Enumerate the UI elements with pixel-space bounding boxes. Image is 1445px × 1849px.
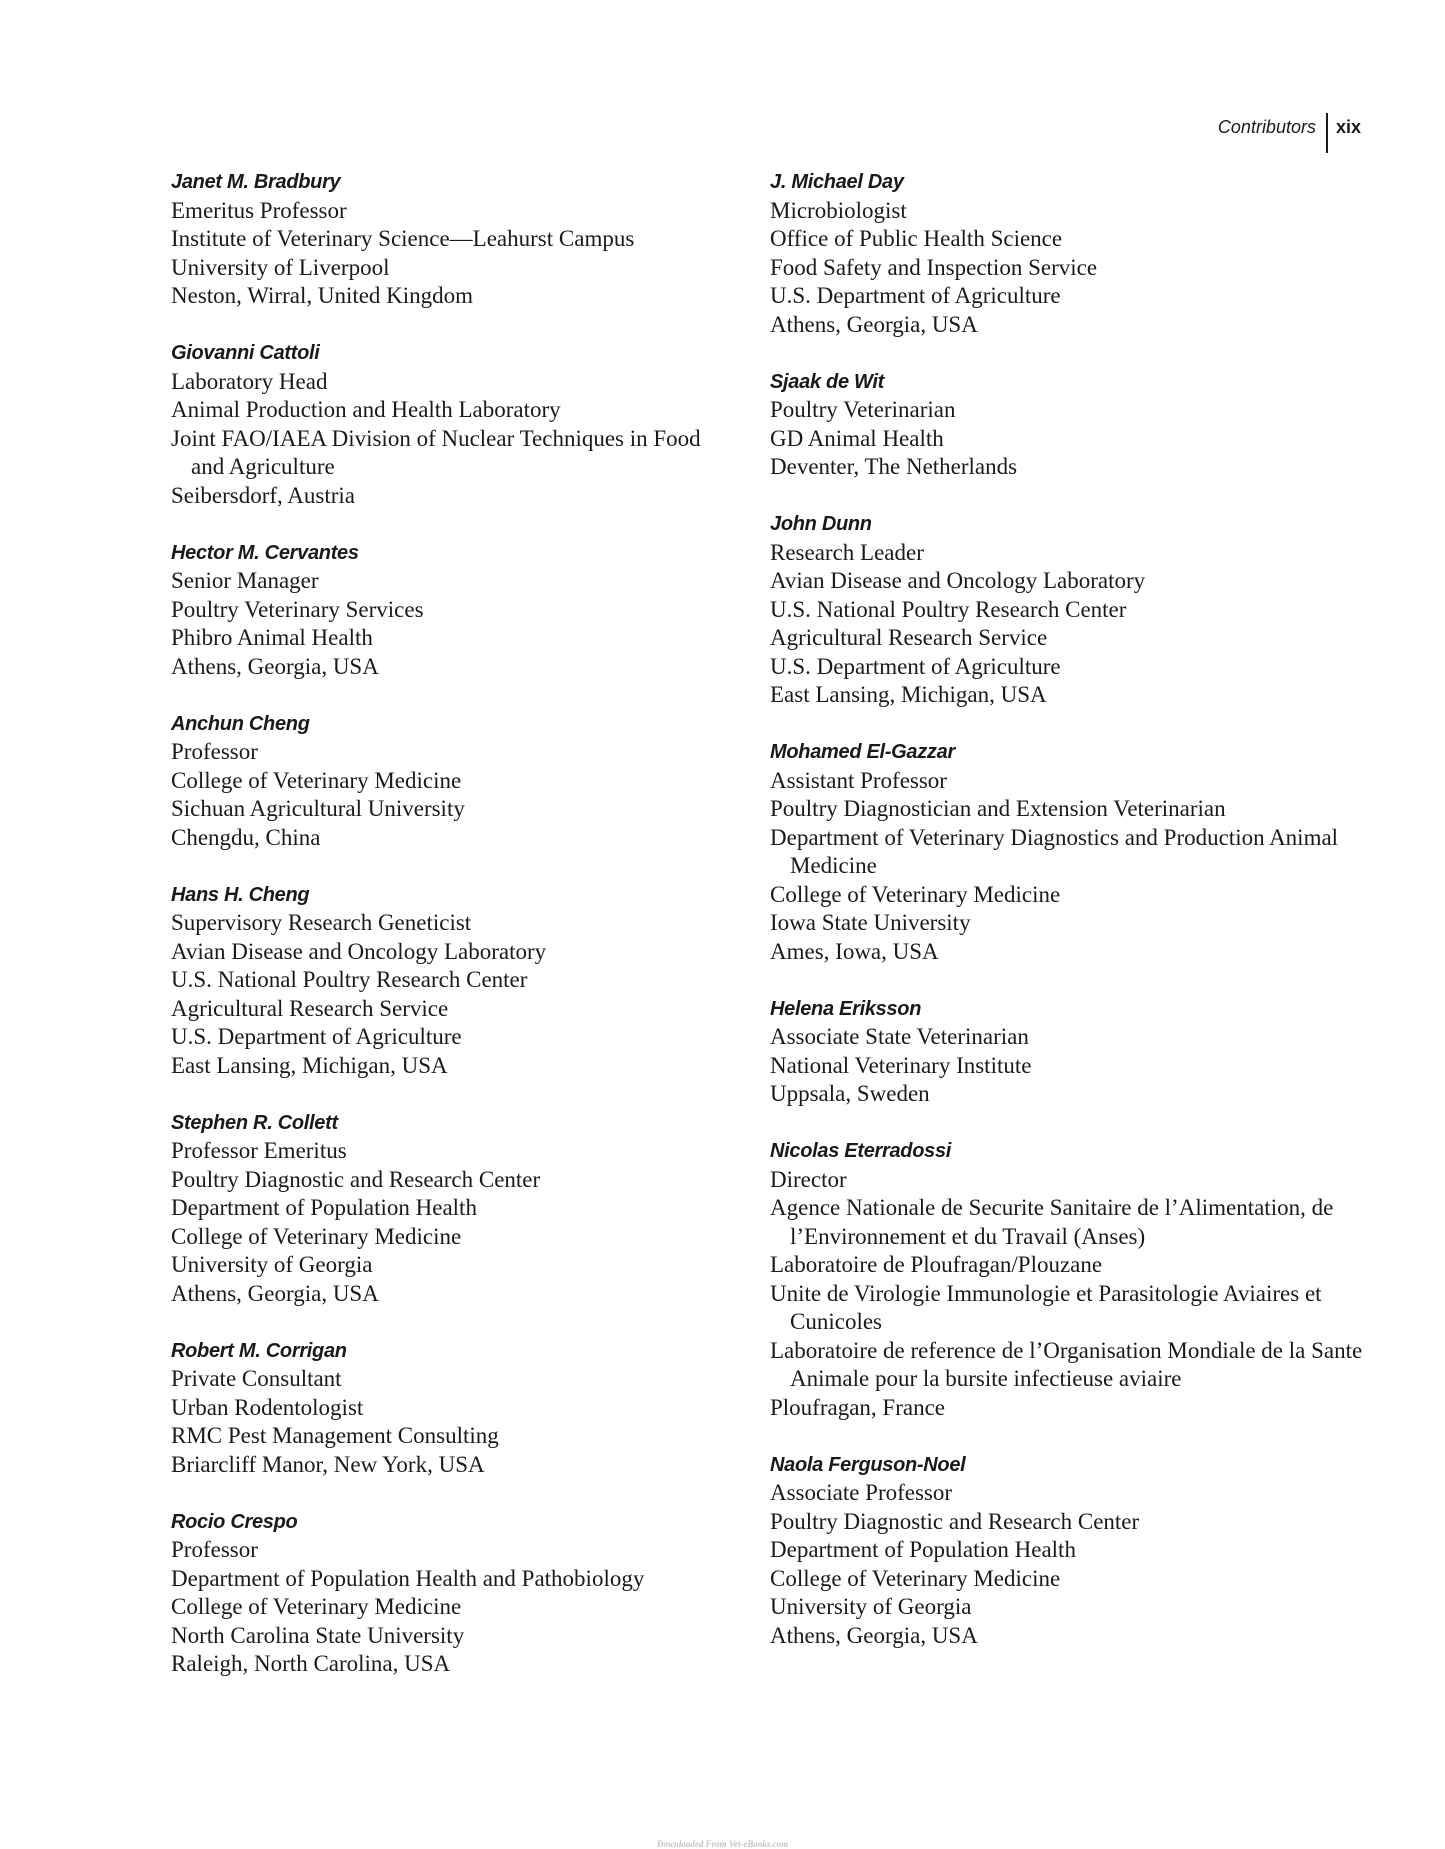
affiliation-line: Poultry Veterinary Services [171, 596, 424, 622]
affiliation-line: Institute of Veterinary Science—Leahurst Campus [171, 226, 635, 251]
affiliation-line: College of Veterinary Medicine [171, 1223, 462, 1249]
contributor-entry [171, 539, 711, 682]
affiliation-line: Ploufragan, France [770, 1394, 945, 1420]
affiliation-line: Research Leader [770, 539, 924, 565]
affiliation-line: U.S. National Poultry Research Center [171, 967, 528, 992]
contributor-entry [770, 738, 1370, 966]
affiliation-line: Department of Veterinary Diagnostics and Production Animal Medicine [770, 824, 1339, 878]
running-head [1218, 113, 1361, 153]
affiliation-line: College of Veterinary Medicine [770, 881, 1061, 907]
contributor-name: Janet M. Bradbury [171, 171, 341, 193]
affiliation-line: Ames, Iowa, USA [770, 938, 939, 964]
contributor-name: Helena Eriksson [770, 997, 922, 1020]
contributor-name: Anchun Cheng [171, 712, 310, 735]
affiliation-line: Poultry Diagnostic and Research Center [770, 1508, 1140, 1534]
contributor-name: Mohamed El-Gazzar [770, 741, 955, 763]
affiliation-line: RMC Pest Management Consulting [171, 1423, 499, 1448]
affiliation-line: Poultry Diagnostician and Extension Veterinarian [770, 796, 1226, 821]
contributor-name: J. Michael Day [770, 171, 904, 193]
affiliation-line: Uppsala, Sweden [770, 1081, 930, 1106]
affiliation-line: Athens, Georgia, USA [770, 1622, 978, 1648]
contributor-name: Giovanni Cattoli [171, 342, 320, 364]
affiliation-line: National Veterinary Institute [770, 1052, 1032, 1078]
affiliation-line: Assistant Professor [770, 767, 947, 793]
affiliation-line: Unite de Virologie Immunologie et Parasitologie Aviaires et Cunicoles [770, 1280, 1322, 1334]
contributors-column-right [770, 168, 1370, 1679]
affiliation-line: Phibro Animal Health [171, 625, 373, 650]
affiliation-line: Associate State Veterinarian [770, 1024, 1029, 1049]
affiliation-line: College of Veterinary Medicine [171, 1594, 462, 1619]
affiliation-line: Iowa State University [770, 910, 971, 935]
contributor-name: John Dunn [770, 513, 872, 535]
affiliation-line: East Lansing, Michigan, USA [171, 1052, 448, 1078]
affiliation-line: Athens, Georgia, USA [171, 653, 379, 679]
affiliation-line: College of Veterinary Medicine [171, 767, 462, 793]
contributor-entry [770, 168, 1370, 339]
affiliation-line: Director [770, 1166, 847, 1192]
affiliation-line: Athens, Georgia, USA [770, 311, 978, 337]
affiliation-line: Department of Population Health and Pathobiology [171, 1565, 645, 1591]
download-watermark: Downloaded From Vet-eBooks.com [656, 1839, 789, 1849]
affiliation-line: East Lansing, Michigan, USA [770, 682, 1047, 707]
affiliation-line: Deventer, The Netherlands [770, 454, 1018, 479]
running-head-section: Contributors [1217, 117, 1316, 137]
contributor-entry [171, 339, 711, 510]
affiliation-line: U.S. National Poultry Research Center [770, 596, 1127, 622]
contributor-entry [171, 1508, 711, 1679]
affiliation-line: Seibersdorf, Austria [171, 482, 355, 508]
contributor-entry [171, 1109, 711, 1309]
affiliation-line: Laboratory Head [171, 368, 328, 394]
affiliation-line: Animal Production and Health Laboratory [171, 397, 561, 422]
affiliation-line: GD Animal Health [770, 425, 944, 451]
affiliation-line: Laboratoire de reference de l’Organisation Mondiale de la Sante Animale pour la bursite infectieuse aviaire [770, 1337, 1363, 1391]
affiliation-line: Briarcliff Manor, New York, USA [171, 1451, 485, 1477]
affiliation-line: Neston, Wirral, United Kingdom [171, 283, 474, 308]
affiliation-line: Emeritus Professor [171, 197, 347, 223]
affiliation-line: University of Liverpool [171, 254, 390, 280]
affiliation-line: U.S. Department of Agriculture [770, 283, 1061, 308]
affiliation-line: Food Safety and Inspection Service [770, 254, 1098, 280]
affiliation-line: Agricultural Research Service [770, 625, 1048, 650]
affiliation-line: Avian Disease and Oncology Laboratory [171, 938, 547, 964]
contributor-entry [171, 881, 711, 1081]
affiliation-line: Senior Manager [171, 568, 319, 593]
contributor-entry [770, 368, 1370, 482]
affiliation-line: Office of Public Health Science [770, 226, 1063, 251]
contributor-name: Stephen R. Collett [171, 1111, 338, 1134]
contributor-name: Robert M. Corrigan [171, 1339, 347, 1362]
affiliation-line: Sichuan Agricultural University [171, 796, 465, 821]
affiliation-line: U.S. Department of Agriculture [171, 1024, 462, 1049]
contributor-name: Nicolas Eterradossi [770, 1140, 952, 1162]
contributor-entry [171, 1337, 711, 1480]
contributor-entry [171, 710, 711, 853]
contributor-entry [770, 1451, 1370, 1651]
affiliation-line: University of Georgia [171, 1252, 373, 1277]
affiliation-line: Poultry Diagnostic and Research Center [171, 1166, 541, 1192]
affiliation-line: Avian Disease and Oncology Laboratory [770, 568, 1146, 593]
affiliation-line: Agence Nationale de Securite Sanitaire de l’Alimentation, de l’Environnement et du Travail (Anses) [770, 1195, 1334, 1249]
contributor-name: Hans H. Cheng [171, 883, 310, 906]
affiliation-line: Department of Population Health [770, 1537, 1076, 1562]
affiliation-line: Agricultural Research Service [171, 995, 449, 1021]
affiliation-line: Associate Professor [770, 1480, 953, 1505]
contributor-name: Naola Ferguson-Noel [770, 1453, 966, 1476]
affiliation-line: Urban Rodentologist [171, 1394, 364, 1420]
contributors-column-left [171, 168, 711, 1707]
affiliation-line: Poultry Veterinarian [770, 397, 956, 422]
page-number: xix [1335, 117, 1361, 137]
affiliation-line: Athens, Georgia, USA [171, 1280, 379, 1306]
affiliation-line: Raleigh, North Carolina, USA [171, 1651, 451, 1676]
affiliation-line: Microbiologist [770, 197, 907, 223]
affiliation-line: Private Consultant [171, 1366, 342, 1391]
affiliation-line: Professor Emeritus [171, 1138, 347, 1163]
affiliation-line: Laboratoire de Ploufragan/Plouzane [770, 1252, 1103, 1277]
affiliation-line: Professor [171, 1537, 258, 1562]
affiliation-line: College of Veterinary Medicine [770, 1565, 1061, 1591]
affiliation-line: Joint FAO/IAEA Division of Nuclear Techniques in Food and Agriculture [171, 425, 701, 479]
affiliation-line: North Carolina State University [171, 1622, 465, 1648]
affiliation-line: Department of Population Health [171, 1195, 477, 1220]
affiliation-line: University of Georgia [770, 1594, 972, 1619]
affiliation-line: U.S. Department of Agriculture [770, 653, 1061, 679]
affiliation-line: Chengdu, China [171, 824, 321, 850]
contributor-name: Rocio Crespo [171, 1510, 298, 1533]
affiliation-line: Supervisory Research Geneticist [171, 910, 472, 935]
contributor-name: Sjaak de Wit [770, 370, 885, 393]
contributor-entry [770, 1137, 1370, 1422]
contributor-entry [770, 995, 1370, 1109]
contributor-entry [171, 168, 711, 311]
contributor-name: Hector M. Cervantes [171, 541, 359, 564]
contributor-entry [770, 510, 1370, 710]
affiliation-line: Professor [171, 739, 258, 764]
